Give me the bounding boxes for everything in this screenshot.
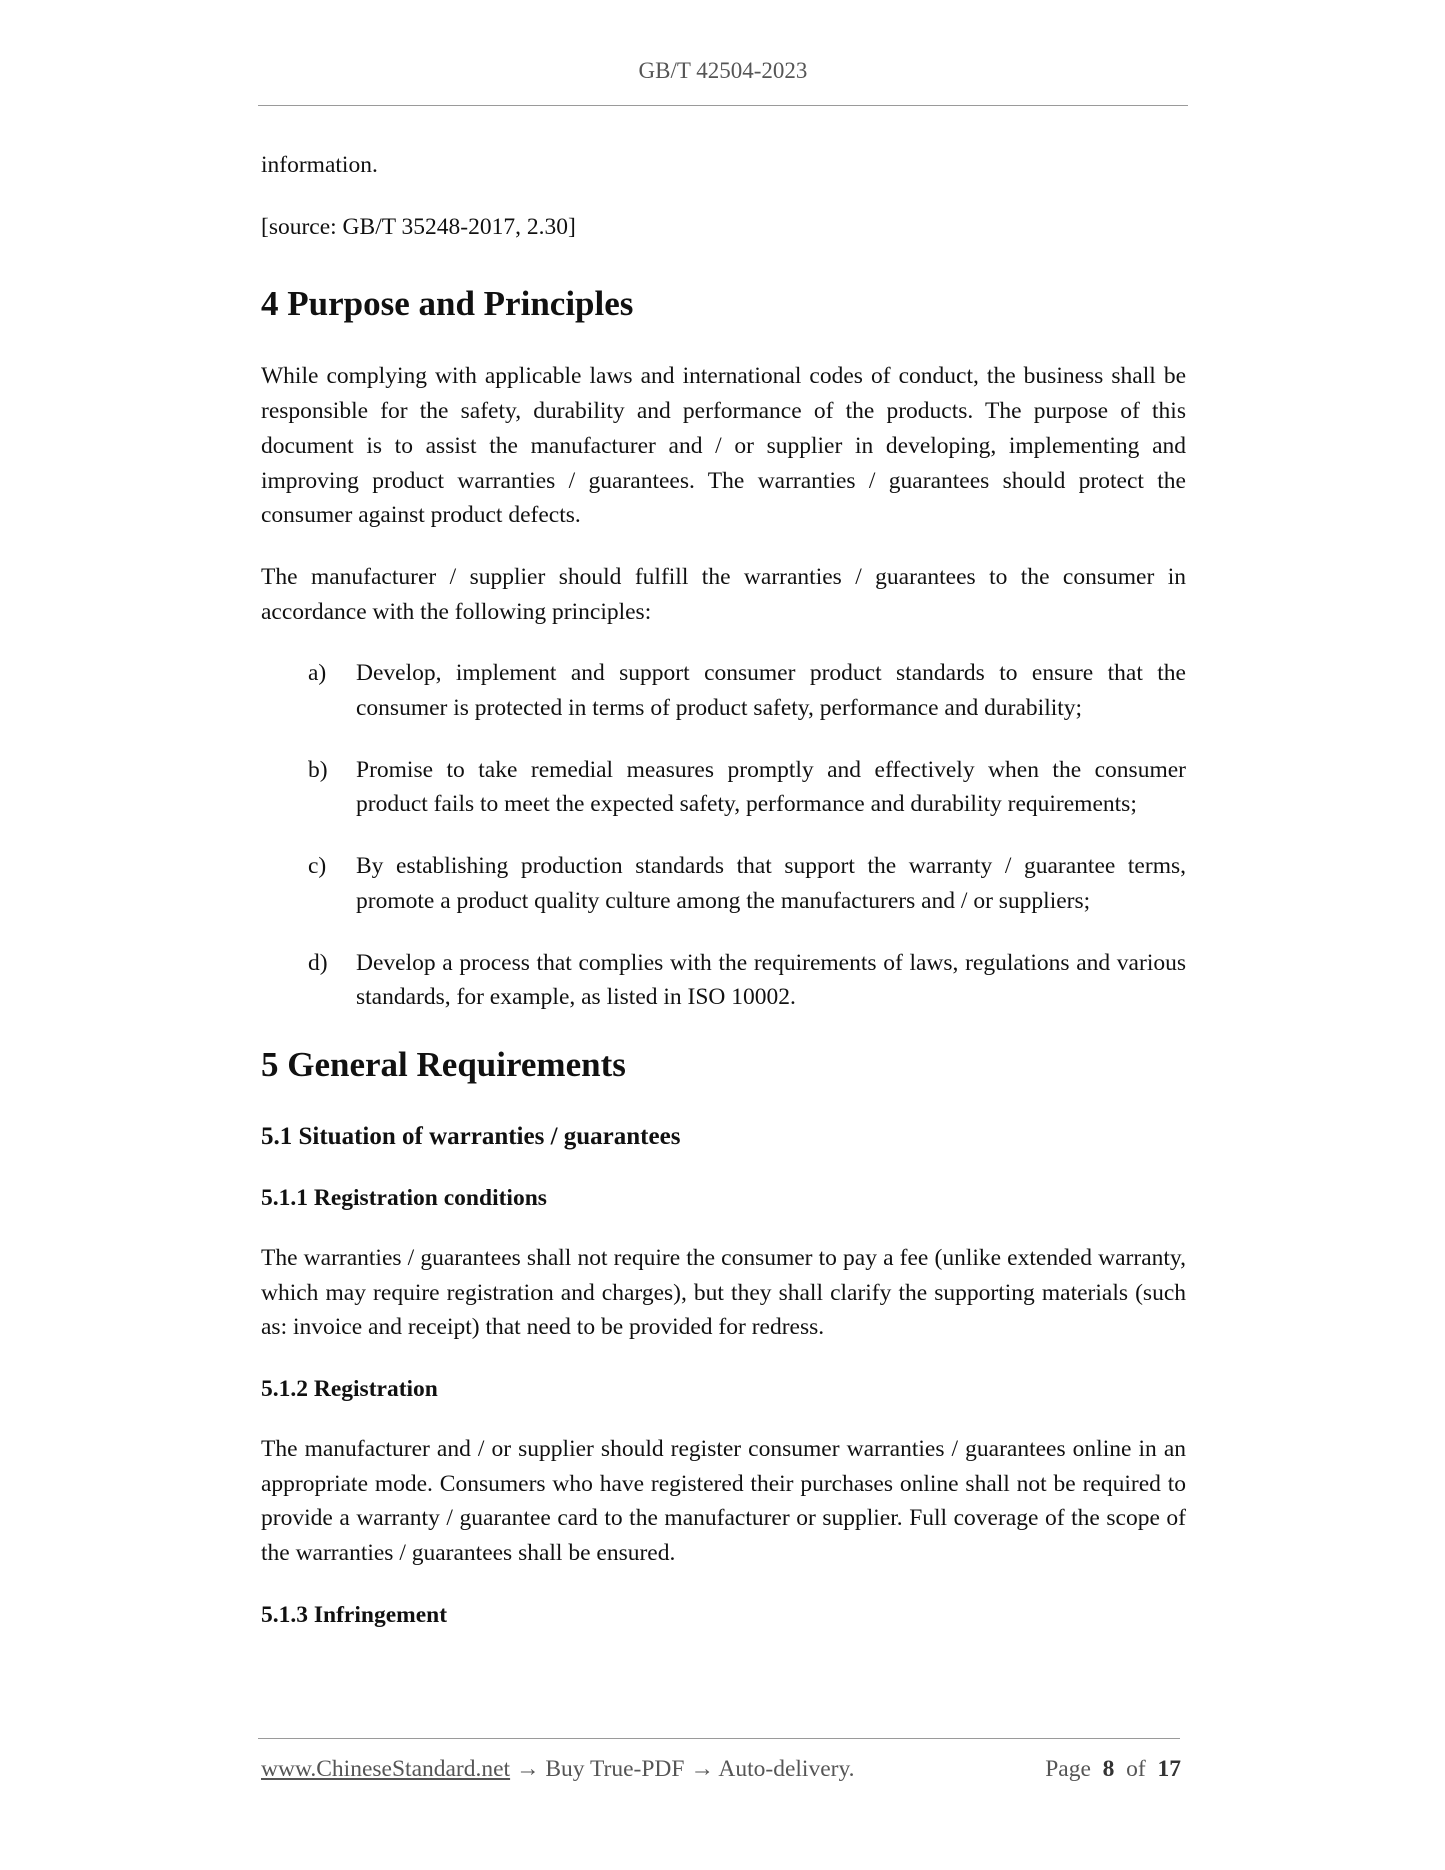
total-page-number: 17 [1157, 1756, 1181, 1782]
section-4-paragraph-1: While complying with applicable laws and international codes of conduct, the business shall be responsible for the safety, durability and performance of the products. The purpose of this document is to assist the manufacturer and / or supplier in developing, implementing and improving product warranties / guarantees. The warranties / guarantees should protect the consumer against product defects. [261, 363, 1186, 529]
section-4-heading: 4 Purpose and Principles [261, 284, 634, 324]
intro-fragment: information. [261, 152, 378, 178]
chinesestandard-link[interactable]: www.ChineseStandard.net [261, 1756, 511, 1782]
section-5-1-2-paragraph: The manufacturer and / or supplier should register consumer warranties / guarantees online in an appropriate mode. Consumers who have registered their purchases online shall not be required to provide a warranty / guarantee card to the manufacturer or supplier. Full coverage of the scope of the warranties / guarantees shall be ensured. [261, 1436, 1186, 1567]
list-item [261, 753, 1186, 822]
section-5-1-2-heading: 5.1.2 Registration [261, 1376, 438, 1403]
principles-list [261, 656, 1186, 1015]
footer-divider [258, 1738, 1180, 1739]
list-item [261, 656, 1186, 725]
section-5-1-3-heading: 5.1.3 Infringement [261, 1601, 448, 1628]
section-5-1-1-heading: 5.1.1 Registration conditions [261, 1184, 547, 1211]
section-5-heading: 5 General Requirements [261, 1044, 626, 1084]
footer-promo-text: → Buy True-PDF → Auto-delivery. [510, 1756, 855, 1782]
header-divider [258, 105, 1188, 106]
list-item-text: Develop a process that complies with the requirements of laws, regulations and various standards, for example, as listed in ISO 10002. [356, 949, 1186, 1011]
footer-promo [261, 1752, 855, 1786]
page-word: Page [1045, 1756, 1091, 1782]
list-marker: a) [308, 660, 327, 687]
section-5-1-heading: 5.1 Situation of warranties / guarantees [261, 1122, 681, 1150]
page-header-standard-code: GB/T 42504-2023 [638, 58, 808, 83]
current-page-number: 8 [1102, 1756, 1115, 1782]
list-item-text: Develop, implement and support consumer product standards to ensure that the consumer is protected in terms of product safety, performance and durability; [356, 660, 1186, 722]
list-item-text: Promise to take remedial measures promptly and effectively when the consumer product fails to meet the expected safety, performance and durability requirements; [356, 756, 1186, 818]
section-4-paragraph-2: The manufacturer / supplier should fulfill the warranties / guarantees to the consumer in accordance with the following principles: [261, 563, 1186, 625]
section-5-1-1-paragraph: The warranties / guarantees shall not require the consumer to pay a fee (unlike extended warranty, which may require registration and charges), but they shall clarify the supporting materials (such as: invoice and receipt) that need to be provided for redress. [261, 1244, 1186, 1341]
list-item [261, 946, 1186, 1015]
list-marker: b) [308, 756, 328, 783]
page-counter [1045, 1752, 1181, 1786]
list-item-text: By establishing production standards that support the warranty / guarantee terms, promote a product quality culture among the manufacturers and / or suppliers; [356, 853, 1186, 914]
document-body [261, 148, 1186, 1658]
list-marker: c) [308, 853, 327, 880]
of-word: of [1126, 1756, 1146, 1782]
source-note: [source: GB/T 35248-2017, 2.30] [261, 213, 576, 240]
list-item [261, 849, 1186, 918]
list-marker: d) [308, 949, 328, 976]
